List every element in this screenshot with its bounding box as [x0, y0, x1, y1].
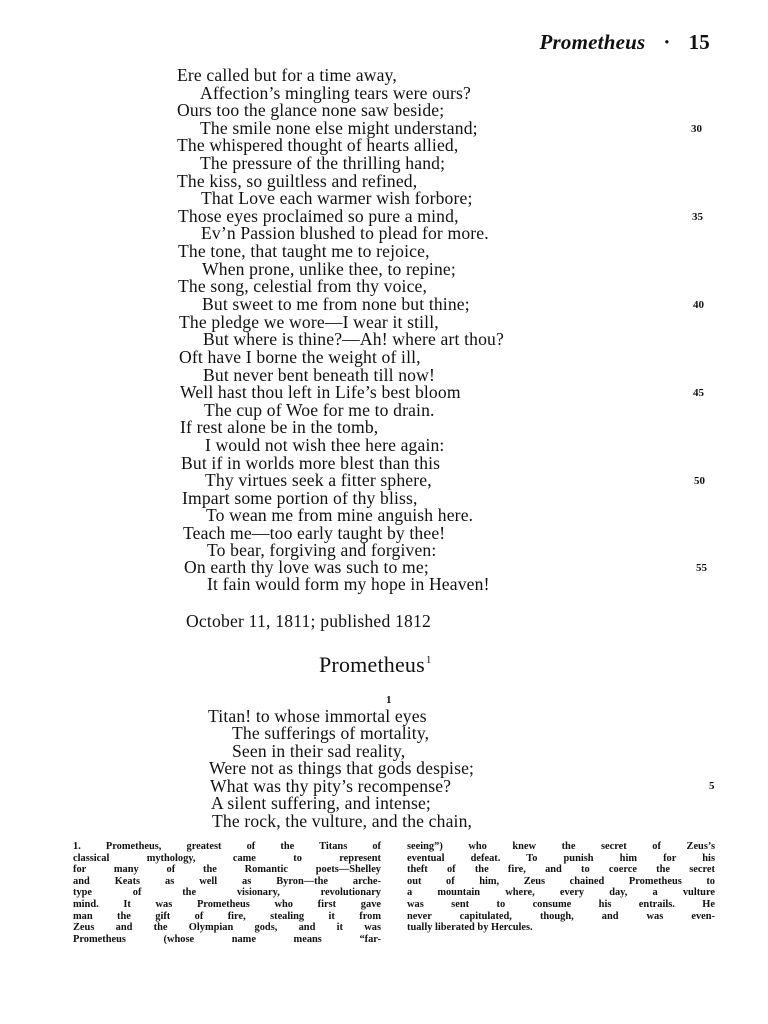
running-head [540, 30, 710, 55]
poem-line: The pressure of the thrilling hand; [200, 153, 446, 173]
footnote-line: tually liberated by Hercules. [407, 922, 533, 934]
footnote-line: and Keats as well as Byron—the arche- [73, 875, 381, 887]
poem-line: Seen in their sad reality, [232, 741, 406, 761]
poem-line: The cup of Woe for me to drain. [204, 400, 435, 420]
footnote-line: eventual defeat. To punish him for his [407, 852, 715, 864]
poem-line: If rest alone be in the tomb, [180, 417, 379, 437]
poem-line: Teach me—too early taught by thee! [183, 523, 446, 543]
line-number: 50 [694, 475, 705, 487]
line-number: 5 [709, 780, 715, 792]
line-number: 35 [692, 211, 703, 223]
date-line: October 11, 1811; published 1812 [186, 611, 432, 631]
poem-line: Titan! to whose immortal eyes [208, 706, 427, 726]
poem-line: Affection’s mingling tears were ours? [200, 83, 472, 103]
poem-line: A silent suffering, and intense; [211, 793, 431, 813]
poem-line: The song, celestial from thy voice, [178, 276, 428, 296]
poem-line: To bear, forgiving and forgiven: [207, 540, 437, 560]
poem-line: Impart some portion of thy bliss, [182, 488, 418, 508]
poem-line: The whispered thought of hearts allied, [177, 135, 459, 155]
footnote-line: out of him, Zeus chained Prometheus to [407, 875, 715, 887]
poem-title-text: Prometheus [319, 652, 425, 677]
stanza-number: 1 [386, 694, 392, 706]
poem-title [319, 652, 432, 678]
footnote-column-left [73, 841, 381, 945]
footnote-line: for many of the Romantic poets—Shelley [73, 864, 381, 876]
poem-line: That Love each warmer wish forbore; [201, 188, 473, 208]
poem-line: Oft have I borne the weight of ill, [179, 347, 421, 367]
poem-line: Those eyes proclaimed so pure a mind, [178, 206, 459, 226]
poem-line: It fain would form my hope in Heaven! [207, 574, 490, 594]
footnote-line: man the gift of fire, stealing it from [73, 910, 381, 922]
poem-line: The rock, the vulture, and the chain, [212, 811, 473, 831]
footnote-line: 1. Prometheus, greatest of the Titans of [73, 841, 381, 852]
footnote-line: theft of the fire, and to coerce the secret [407, 864, 715, 876]
poem-line: Ours too the glance none saw beside; [177, 100, 445, 120]
poem-line: Ev’n Passion blushed to plead for more. [201, 223, 489, 243]
footnote-line: mind. It was Prometheus who first gave [73, 898, 381, 910]
line-number: 40 [693, 299, 704, 311]
poem-line: But sweet to me from none but thine; [202, 294, 470, 314]
poem-line: When prone, unlike thee, to repine; [202, 259, 456, 279]
footnote-line: seeing”) who knew the secret of Zeus’s [407, 841, 715, 852]
poem-line: What was thy pity’s recompense? [210, 776, 452, 796]
footnote-line: was sent to consume his entrails. He [407, 898, 715, 910]
footnote-line: classical mythology, came to represent [73, 852, 381, 864]
page-number: 15 [688, 30, 710, 54]
poem-line: The pledge we wore—I wear it still, [179, 312, 439, 332]
poem-line: But if in worlds more blest than this [181, 453, 441, 473]
poem-line: Were not as things that gods despise; [209, 758, 475, 778]
poem-line: But where is thine?—Ah! where art thou? [203, 329, 504, 349]
poem-line: Thy virtues seek a fitter sphere, [205, 470, 432, 490]
line-number: 45 [693, 387, 704, 399]
poem-line: Well hast thou left in Life’s best bloom [180, 382, 461, 402]
footnote-line: a mountain where, every day, a vulture [407, 887, 715, 899]
poem-line: The smile none else might understand; [200, 118, 478, 138]
poem-line: I would not wish thee here again: [205, 435, 445, 455]
poem-line: On earth thy love was such to me; [184, 557, 429, 577]
line-number: 30 [691, 123, 702, 135]
footnote-line: Zeus and the Olympian gods, and it was [73, 922, 381, 934]
poem-line: The kiss, so guiltless and refined, [177, 171, 418, 191]
running-head-title: Prometheus [539, 30, 646, 54]
footnote-line: Prometheus (whose name means “far- [73, 933, 381, 945]
poem-line: To wean me from mine anguish here. [206, 505, 474, 525]
running-head-separator: · [663, 30, 671, 54]
poem-line: The tone, that taught me to rejoice, [178, 241, 430, 261]
footnote-line: type of the visionary, revolutionary [73, 887, 381, 899]
poem-line: But never bent beneath till now! [203, 365, 435, 385]
footnote-mark: 1 [425, 654, 432, 666]
footnote-column-right [407, 841, 715, 934]
line-number: 55 [696, 562, 707, 574]
poem-line: Ere called but for a time away, [177, 65, 397, 85]
poem-line: The sufferings of mortality, [232, 723, 430, 743]
footnote-line: never capitulated, though, and was even- [407, 910, 715, 922]
